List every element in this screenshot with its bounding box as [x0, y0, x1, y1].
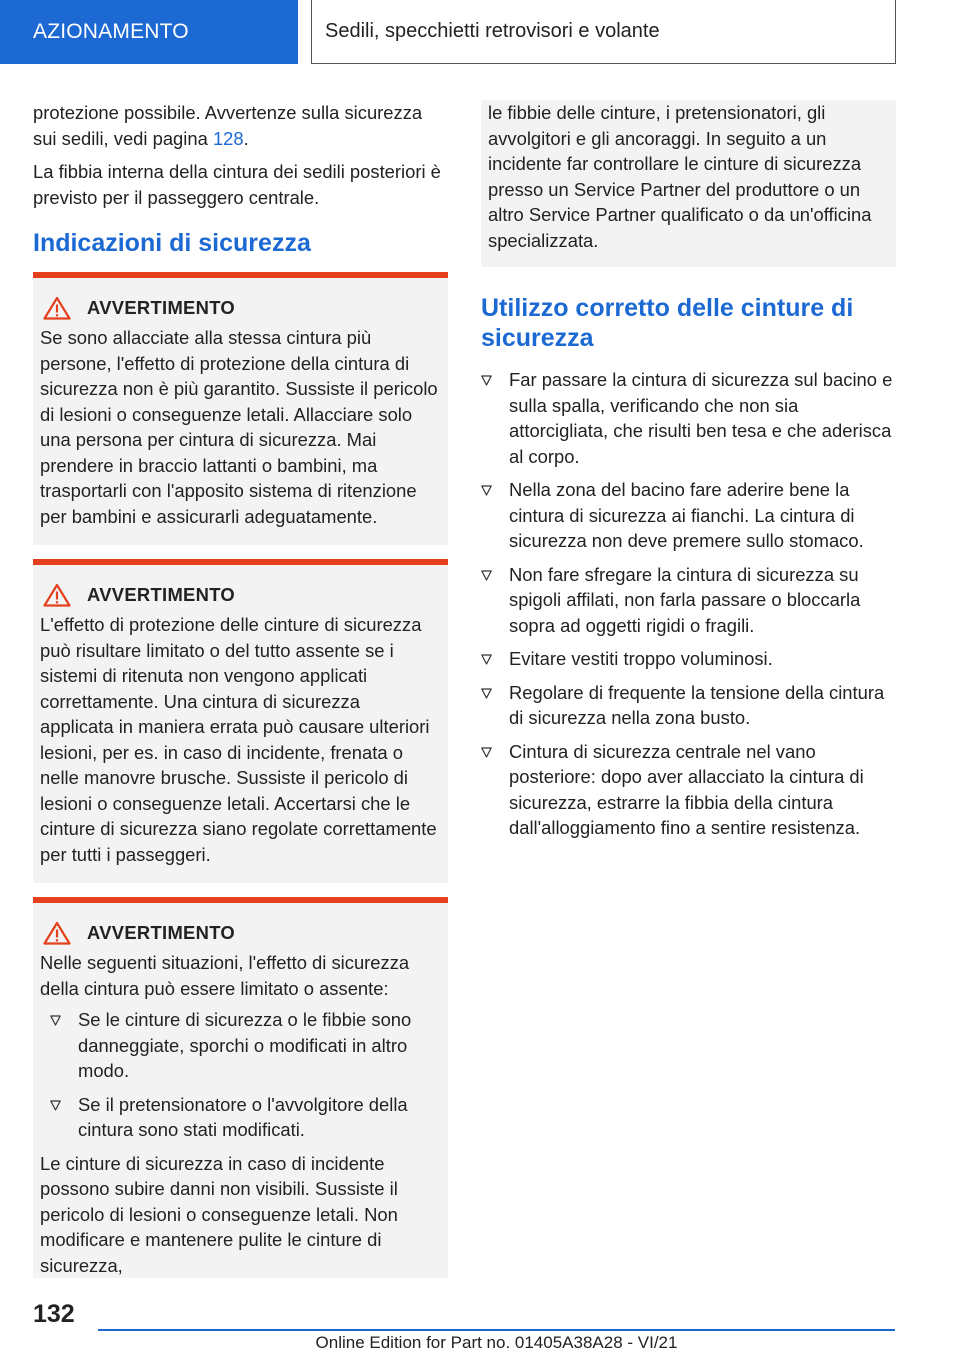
section-tab[interactable]: AZIONAMENTO	[0, 0, 298, 64]
page-header	[0, 0, 960, 64]
list-item	[481, 367, 896, 469]
triangle-bullet-icon	[481, 367, 495, 392]
page-link[interactable]: 128	[212, 127, 244, 149]
warning-box-1	[33, 272, 448, 545]
list-item-text: Cintura di sicurezza centrale nel vano posteriore: dopo aver allacciato la cintura di sicurezza, estrarre la fibbia della cintura dall'alloggiamento fino a sentire resistenza.	[509, 740, 864, 838]
list-item-text: Evitare vestiti troppo voluminosi.	[509, 648, 773, 669]
warning-box-2	[33, 559, 448, 883]
triangle-bullet-icon	[481, 646, 495, 671]
triangle-bullet-icon	[481, 562, 495, 587]
warning-title: AVVERTIMENTO	[87, 584, 236, 605]
list-item-text: Non fare sfregare la cintura di sicurezza su spigoli affilati, non farla passare o bloccarla sopra ad oggetti rigidi o fragili.	[509, 563, 861, 636]
footer-edition: Online Edition for Part no. 01405A38A28 - VI/21	[315, 1333, 678, 1352]
warning-header	[40, 296, 438, 320]
section-heading: Utilizzo corretto delle cinture di sicurezza	[481, 294, 854, 352]
triangle-bullet-icon	[50, 1092, 64, 1117]
list-item	[481, 646, 896, 672]
warning-text: L'effetto di protezione delle cinture di sicurezza può risultare limitato o del tutto assente se i sistemi di ritenuta non vengono applicati correttamente. Una cintura di sicurezza applicata in maniera errata può causare ulteriori lesioni, per es. in caso di incidente, frenata o nelle manovre brusche. Sussiste il pericolo di lesioni o conseguenze letali. Accertarsi che le cinture di sicurezza siano regolate correttamente per tutti i passeggeri.	[40, 614, 437, 865]
warning-header	[40, 921, 438, 945]
list-item	[481, 562, 896, 639]
warning-box-continued	[481, 100, 896, 267]
warning-title: AVVERTIMENTO	[87, 297, 236, 318]
list-item-text: Regolare di frequente la tensione della cintura di sicurezza nella zona busto.	[509, 681, 885, 728]
warning-text-continued: le fibbie delle cinture, i pretensionatori, gli avvolgitori e gli ancoraggi. In seguito a un incidente far controllare le cinture di sicurezza presso un Service Partner del produttore o un altro Service Partner qualificato o da un'officina specializzata.	[488, 102, 872, 251]
warning-box-3	[33, 897, 448, 1278]
warning-text: Nelle seguenti situazioni, l'effetto di sicurezza della cintura può essere limitato o assente:	[40, 952, 410, 999]
chapter-title[interactable]: Sedili, specchietti retrovisori e volante	[311, 0, 896, 64]
triangle-bullet-icon	[50, 1007, 64, 1032]
intro-paragraph-2: La fibbia interna della cintura dei sedili posteriori è previsto per il passeggero centrale.	[33, 161, 441, 208]
section-heading: Indicazioni di sicurezza	[33, 229, 311, 257]
list-item	[481, 680, 896, 731]
warning-triangle-icon	[43, 583, 71, 607]
warning-triangle-icon	[43, 921, 71, 945]
list-item	[40, 1007, 438, 1084]
page-number: 132	[33, 1300, 75, 1328]
list-item	[481, 477, 896, 554]
warning-bullet-list	[40, 1007, 438, 1143]
list-item-text: Se le cinture di sicurezza o le fibbie sono danneggiate, sporchi o modificati in altro modo.	[78, 1009, 412, 1081]
left-column	[33, 100, 448, 1278]
list-item-text: Se il pretensionatore o l'avvolgitore della cintura sono stati modificati.	[78, 1093, 408, 1140]
list-item	[481, 739, 896, 841]
right-column	[481, 100, 896, 849]
triangle-bullet-icon	[481, 680, 495, 705]
warning-triangle-icon	[43, 296, 71, 320]
intro-text: protezione possibile. Avvertenze sulla sicurezza sui sedili, vedi pagina	[33, 102, 423, 149]
warning-header	[40, 583, 438, 607]
list-item-text: Far passare la cintura di sicurezza sul bacino e sulla spalla, verificando che non sia attorcigliata, che risulti ben tesa e che aderisca al corpo.	[509, 369, 893, 467]
intro-end: .	[243, 127, 249, 149]
footer-divider	[98, 1329, 895, 1331]
list-item	[40, 1092, 438, 1143]
bullet-list	[481, 367, 896, 841]
list-item-text: Nella zona del bacino fare aderire bene la cintura di sicurezza ai fianchi. La cintura di sicurezza non deve premere sullo stomaco.	[509, 479, 864, 551]
warning-text: Se sono allacciate alla stessa cintura più persone, l'effetto di protezione della cintura di sicurezza non è più garantito. Sussiste il pericolo di lesioni o conseguenze letali. Allacciare solo una persona per cintura di sicurezza. Mai prendere in braccio lattanti o bambini, ma trasportarli con l'apposito sistema di ritenzione per bambini e assicurarli adeguatamente.	[40, 327, 438, 527]
warning-title: AVVERTIMENTO	[87, 922, 236, 943]
triangle-bullet-icon	[481, 477, 495, 502]
warning-text-after: Le cinture di sicurezza in caso di incidente possono subire danni non visibili. Sussiste il pericolo di lesioni o conseguenze letali. Non modificare e mantenere pulite le cinture di sicurezza,	[40, 1152, 398, 1276]
intro-paragraph	[33, 100, 448, 151]
triangle-bullet-icon	[481, 739, 495, 764]
